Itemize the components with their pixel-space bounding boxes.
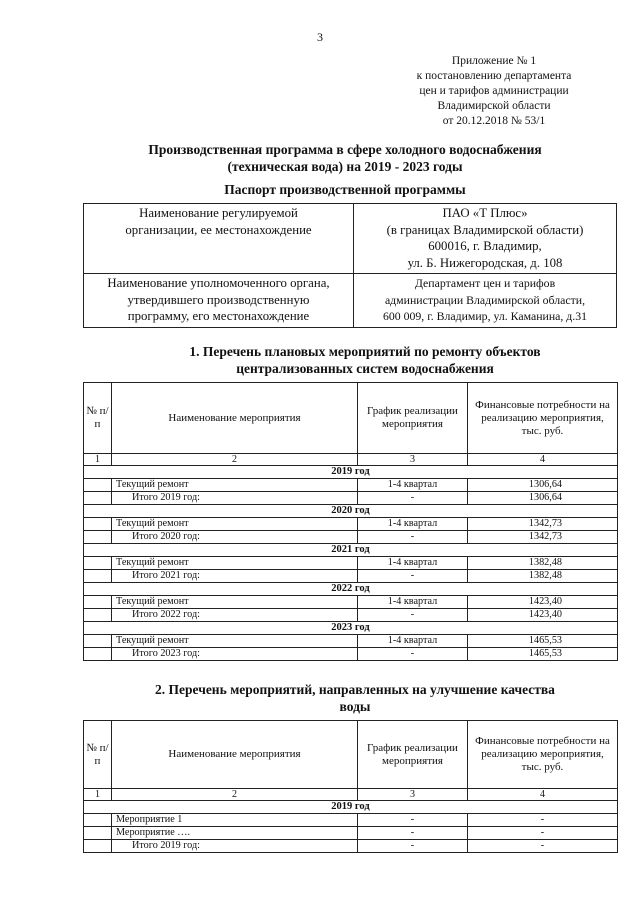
passport-value-cell [354, 204, 617, 274]
row-no [84, 814, 112, 827]
year-row [84, 466, 618, 479]
row-no [84, 479, 112, 492]
table-row [84, 827, 618, 840]
measure-schedule: - [358, 814, 468, 827]
year-row [84, 544, 618, 557]
year-label: 2022 год [84, 583, 618, 596]
table-row [84, 479, 618, 492]
total-value: 1382,48 [468, 570, 618, 583]
row-no [84, 557, 112, 570]
row-no [84, 827, 112, 840]
passport-text: Наименование уполномоченного органа, [107, 276, 330, 290]
measure-name: Текущий ремонт [112, 479, 358, 492]
passport-text: администрации Владимирской области, [384, 292, 586, 307]
passport-text: ПАО «Т Плюс» [442, 206, 528, 220]
passport-label-cell [84, 204, 354, 274]
column-number: 4 [468, 789, 618, 801]
measure-value: 1342,73 [468, 518, 618, 531]
year-label: 2019 год [84, 801, 618, 814]
passport-table [83, 203, 617, 328]
row-no [84, 635, 112, 648]
total-schedule: - [358, 840, 468, 853]
column-number: 3 [358, 454, 468, 466]
header-name: Наименование мероприятия [112, 721, 358, 789]
table-row [84, 518, 618, 531]
passport-text: утвердившего производственную [127, 292, 310, 307]
column-number: 1 [84, 454, 112, 466]
header-schedule: График реализации мероприятия [358, 721, 468, 789]
appendix-line: к постановлению департамента [416, 70, 572, 82]
measure-value: 1465,53 [468, 635, 618, 648]
header-schedule: График реализации мероприятия [358, 383, 468, 454]
appendix-line: Приложение № 1 [451, 55, 537, 67]
repair-measures-table [83, 382, 618, 661]
total-label: Итого 2022 год: [112, 609, 358, 622]
measure-name: Текущий ремонт [112, 518, 358, 531]
measure-schedule: 1-4 квартал [358, 479, 468, 492]
column-number: 1 [84, 789, 112, 801]
row-no [84, 518, 112, 531]
year-label: 2023 год [84, 622, 618, 635]
measure-name: Текущий ремонт [112, 557, 358, 570]
header-no: № п/п [84, 383, 112, 454]
column-number-row [84, 454, 618, 466]
measure-schedule: 1-4 квартал [358, 518, 468, 531]
measure-name: Мероприятие 1 [112, 814, 358, 827]
measure-value: - [468, 814, 618, 827]
total-value: 1465,53 [468, 648, 618, 661]
measure-schedule: - [358, 827, 468, 840]
total-schedule: - [358, 492, 468, 505]
measure-schedule: 1-4 квартал [358, 596, 468, 609]
passport-text: (в границах Владимирской области) [386, 222, 584, 237]
year-label: 2021 год [84, 544, 618, 557]
header-finance: Финансовые потребности на реализацию мероприятия, тыс. руб. [468, 721, 618, 789]
total-row [84, 840, 618, 853]
total-label: Итого 2023 год: [112, 648, 358, 661]
row-no [84, 596, 112, 609]
passport-text: ул. Б. Нижегородская, д. 108 [407, 255, 563, 270]
section-title-line: воды [339, 699, 371, 714]
title-line: (техническая вода) на 2019 - 2023 годы [227, 159, 463, 174]
header-name: Наименование мероприятия [112, 383, 358, 454]
passport-text: Наименование регулируемой [139, 206, 298, 220]
total-value: - [468, 840, 618, 853]
total-value: 1342,73 [468, 531, 618, 544]
passport-text: 600016, г. Владимир, [428, 239, 542, 253]
measure-schedule: 1-4 квартал [358, 557, 468, 570]
measure-value: 1382,48 [468, 557, 618, 570]
header-finance: Финансовые потребности на реализацию мероприятия, тыс. руб. [468, 383, 618, 454]
section-title-line: централизованных систем водоснабжения [236, 361, 494, 376]
year-row [84, 505, 618, 518]
row-no [84, 648, 112, 661]
year-row [84, 801, 618, 814]
measure-value: 1306,64 [468, 479, 618, 492]
passport-text: Департамент цен и тарифов [414, 276, 556, 290]
appendix-line: цен и тарифов администрации [419, 85, 569, 97]
total-row [84, 648, 618, 661]
measure-schedule: 1-4 квартал [358, 635, 468, 648]
row-no [84, 609, 112, 622]
year-label: 2019 год [84, 466, 618, 479]
passport-label-cell [84, 274, 354, 328]
water-quality-table [83, 720, 618, 853]
total-schedule: - [358, 609, 468, 622]
column-number: 3 [358, 789, 468, 801]
row-no [84, 570, 112, 583]
appendix-line: от 20.12.2018 № 53/1 [442, 115, 546, 127]
total-schedule: - [358, 648, 468, 661]
column-number: 2 [112, 789, 358, 801]
row-no [84, 531, 112, 544]
column-number-row [84, 789, 618, 801]
page-number: 3 [317, 30, 323, 44]
appendix-line: Владимирской области [437, 100, 551, 112]
measure-name: Текущий ремонт [112, 635, 358, 648]
total-label: Итого 2019 год: [112, 492, 358, 505]
column-number: 2 [112, 454, 358, 466]
section-1-title [100, 343, 630, 377]
measure-name: Текущий ремонт [112, 596, 358, 609]
total-row [84, 531, 618, 544]
year-label: 2020 год [84, 505, 618, 518]
table-row [84, 814, 618, 827]
passport-text: организации, ее местонахождение [125, 222, 312, 237]
passport-text: программу, его местонахождение [127, 309, 310, 323]
passport-text: 600 009, г. Владимир, ул. Каманина, д.31 [382, 309, 588, 323]
total-row [84, 570, 618, 583]
total-value: 1423,40 [468, 609, 618, 622]
total-value: 1306,64 [468, 492, 618, 505]
table-row [84, 557, 618, 570]
row-no [84, 840, 112, 853]
repair-table-body [84, 466, 618, 661]
measure-value: - [468, 827, 618, 840]
total-schedule: - [358, 531, 468, 544]
total-label: Итого 2019 год: [112, 840, 358, 853]
measure-value: 1423,40 [468, 596, 618, 609]
table-header-row [84, 383, 618, 454]
total-row [84, 609, 618, 622]
passport-value-cell [354, 274, 617, 328]
total-label: Итого 2021 год: [112, 570, 358, 583]
total-row [84, 492, 618, 505]
title-line: Производственная программа в сфере холодного водоснабжения [148, 142, 542, 157]
total-label: Итого 2020 год: [112, 531, 358, 544]
year-row [84, 583, 618, 596]
passport-row-organization [84, 204, 617, 274]
section-title-line: 2. Перечень мероприятий, направленных на улучшение качества [155, 682, 555, 697]
appendix-header [380, 54, 608, 129]
column-number: 4 [468, 454, 618, 466]
total-schedule: - [358, 570, 468, 583]
measure-name: Мероприятие …. [112, 827, 358, 840]
document-title [60, 141, 630, 175]
passport-title: Паспорт производственной программы [224, 182, 466, 197]
table-row [84, 635, 618, 648]
table-header-row [84, 721, 618, 789]
row-no [84, 492, 112, 505]
passport-row-authority [84, 274, 617, 328]
section-title-line: 1. Перечень плановых мероприятий по ремонту объектов [189, 344, 541, 359]
header-no: № п/п [84, 721, 112, 789]
year-row [84, 622, 618, 635]
table-row [84, 596, 618, 609]
section-2-title [80, 681, 630, 715]
